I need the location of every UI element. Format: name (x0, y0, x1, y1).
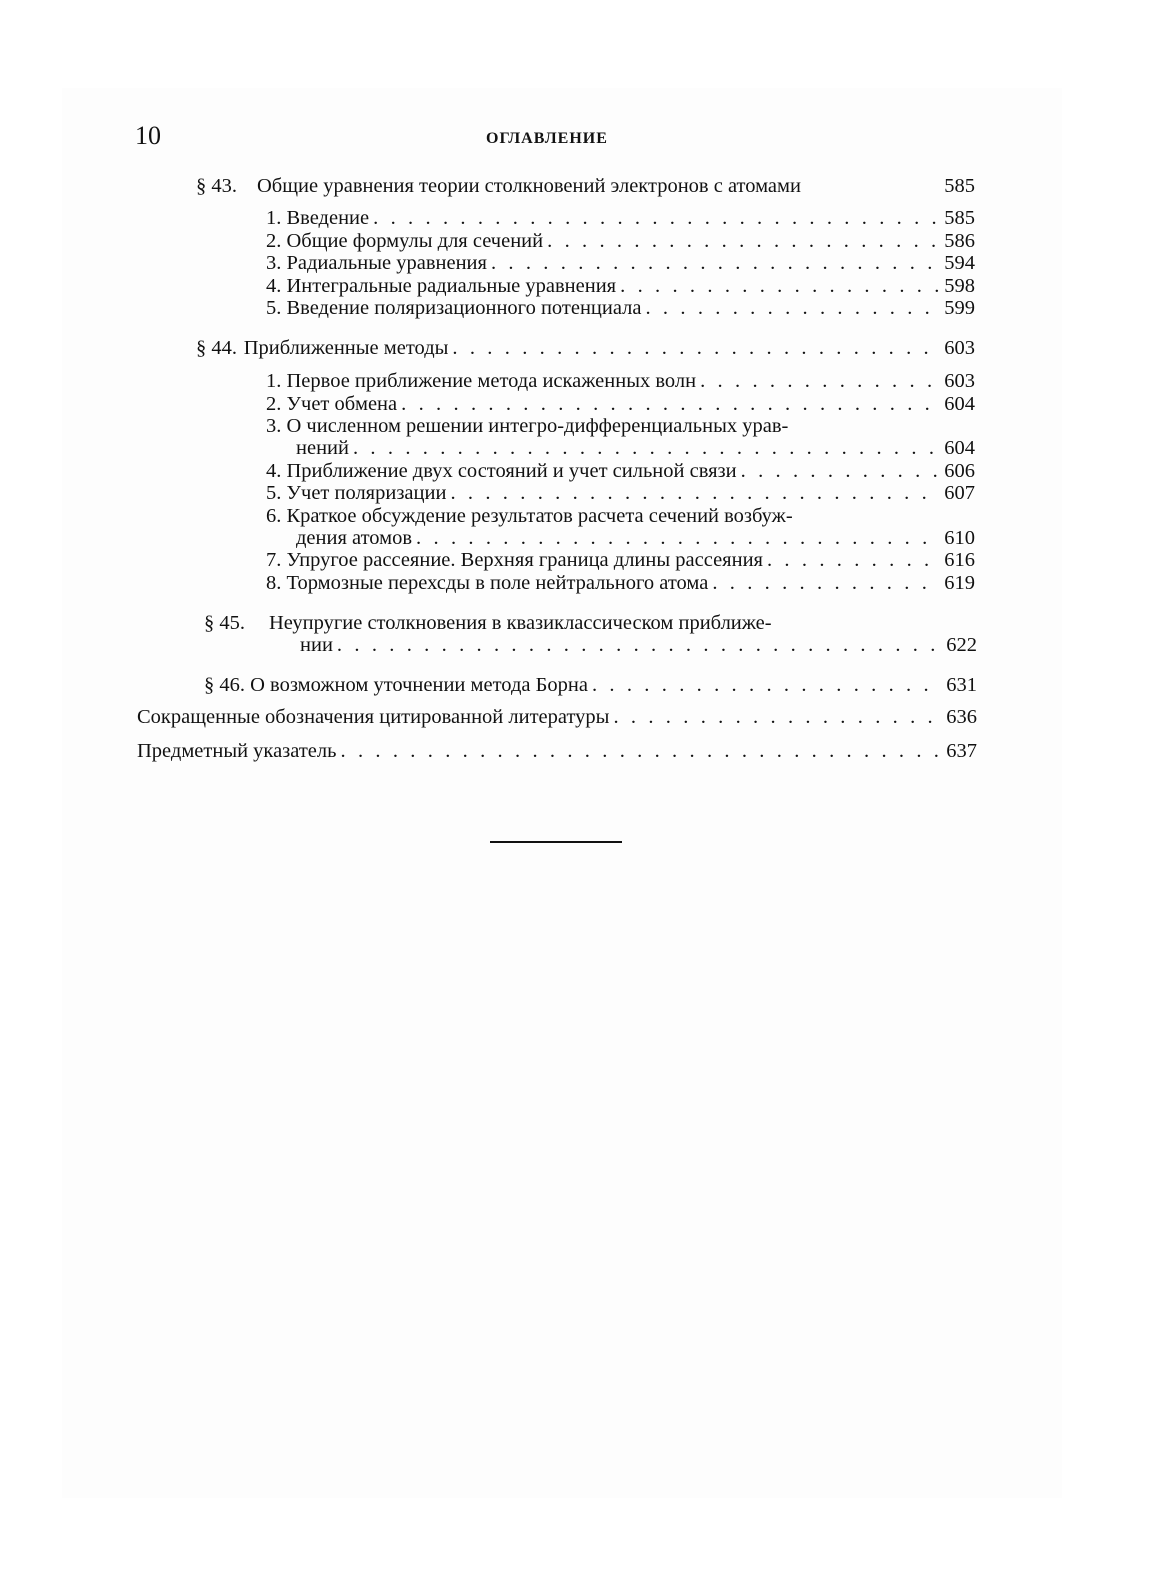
leader-dots (416, 527, 940, 549)
toc-item[interactable] (266, 460, 975, 482)
toc-item[interactable] (266, 297, 975, 319)
leader-dots (491, 252, 940, 274)
page-ref: 610 (944, 527, 975, 549)
page-ref: 622 (946, 634, 977, 656)
toc-section-45-line1[interactable] (204, 612, 940, 634)
toc-item[interactable] (266, 482, 975, 504)
item-number: 8. (266, 572, 282, 594)
toc-section-43[interactable] (196, 175, 975, 197)
leader-dots (613, 706, 942, 728)
item-number: 2. (266, 230, 282, 252)
toc-item[interactable] (266, 230, 975, 252)
item-title: Учет обмена (286, 393, 398, 415)
page-ref: 599 (944, 297, 975, 319)
toc-section-44[interactable] (196, 337, 975, 359)
page-ref: 616 (944, 549, 975, 571)
item-title: Приближение двух состояний и учет сильной связи (286, 460, 737, 482)
page-ref: 604 (944, 393, 975, 415)
page-ref: 586 (944, 230, 975, 252)
leader-dots (712, 572, 940, 594)
toc-item-line2[interactable] (296, 527, 975, 549)
leader-dots (353, 437, 940, 459)
toc-section-46[interactable] (204, 674, 977, 696)
toc-item-line2[interactable] (296, 437, 975, 459)
item-number: 1. (266, 207, 282, 229)
entry-title: Сокращенные обозначения цитированной литературы (137, 706, 610, 728)
leader-dots (620, 275, 940, 297)
item-title: О численном решении интегро-дифференциальных урав- (286, 415, 789, 437)
leader-dots (337, 634, 942, 656)
leader-dots (341, 740, 943, 762)
toc-item[interactable] (266, 549, 975, 571)
toc-section-45-line2[interactable] (300, 634, 977, 656)
page-ref: 604 (944, 437, 975, 459)
page-ref: 619 (944, 572, 975, 594)
toc-item-line1[interactable] (266, 415, 920, 437)
leader-dots (373, 207, 940, 229)
leader-dots (767, 549, 940, 571)
toc-abbreviations[interactable] (137, 706, 977, 728)
entry-title: Предметный указатель (137, 740, 337, 762)
leader-dots (450, 482, 940, 504)
page-ref: 594 (944, 252, 975, 274)
section-title: О возможном уточнении метода Борна (250, 674, 588, 696)
item-title: Общие формулы для сечений (286, 230, 544, 252)
item-number: 5. (266, 297, 282, 319)
section-title: Неупругие столкновения в квазиклассическом приближе- (269, 612, 772, 634)
section-number: § 46. (204, 674, 245, 696)
page-ref: 636 (946, 706, 977, 728)
item-number: 1. (266, 370, 282, 392)
item-number: 2. (266, 393, 282, 415)
page-number: 10 (135, 121, 161, 150)
leader-dots (547, 230, 940, 252)
leader-dots (645, 297, 940, 319)
item-number: 4. (266, 275, 282, 297)
page-ref: 607 (944, 482, 975, 504)
item-title-continued: дения атомов (296, 527, 413, 549)
item-title: Введение (286, 207, 370, 229)
leader-dots (700, 370, 940, 392)
toc-item[interactable] (266, 252, 975, 274)
section-number: § 44. (196, 337, 237, 359)
running-title: ОГЛАВЛЕНИЕ (486, 130, 608, 147)
page-ref: 637 (946, 740, 977, 762)
item-title: Упругое рассеяние. Верхняя граница длины рассеяния (286, 549, 763, 571)
page-ref: 606 (944, 460, 975, 482)
item-number: 3. (266, 415, 282, 437)
item-title: Введение поляризационного потенциала (286, 297, 642, 319)
page-ref: 585 (944, 175, 975, 197)
item-title: Радиальные уравнения (286, 252, 487, 274)
item-title: Первое приближение метода искаженных волн (286, 370, 697, 392)
closing-rule (490, 841, 622, 843)
item-title: Краткое обсуждение результатов расчета сечений возбуж- (286, 505, 793, 527)
section-title: Приближенные методы (243, 337, 449, 359)
item-number: 4. (266, 460, 282, 482)
item-number: 7. (266, 549, 282, 571)
item-title: Учет поляризации (286, 482, 447, 504)
section-title-continued: нии (300, 634, 333, 656)
leader-dots (401, 393, 940, 415)
leader-dots (741, 460, 941, 482)
leader-dots (592, 674, 942, 696)
item-number: 5. (266, 482, 282, 504)
leader-dots (452, 337, 940, 359)
section-number: § 45. (204, 612, 245, 634)
section-title: Общие уравнения теории столкновений электронов с атомами (257, 175, 801, 197)
item-number: 3. (266, 252, 282, 274)
item-title: Интегральные радиальные уравнения (286, 275, 617, 297)
toc-subject-index[interactable] (137, 740, 977, 762)
page-ref: 631 (946, 674, 977, 696)
toc-item[interactable] (266, 393, 975, 415)
page-ref: 603 (944, 370, 975, 392)
section-number: § 43. (196, 175, 237, 197)
toc-item[interactable] (266, 370, 975, 392)
toc-item[interactable] (266, 572, 975, 594)
page-ref: 585 (944, 207, 975, 229)
toc-item-line1[interactable] (266, 505, 932, 527)
page-ref: 603 (944, 337, 975, 359)
toc-item[interactable] (266, 207, 975, 229)
toc-item[interactable] (266, 275, 975, 297)
item-title: Тормозные перехсды в поле нейтрального атома (286, 572, 709, 594)
page-ref: 598 (944, 275, 975, 297)
item-title-continued: нений (296, 437, 349, 459)
item-number: 6. (266, 505, 282, 527)
